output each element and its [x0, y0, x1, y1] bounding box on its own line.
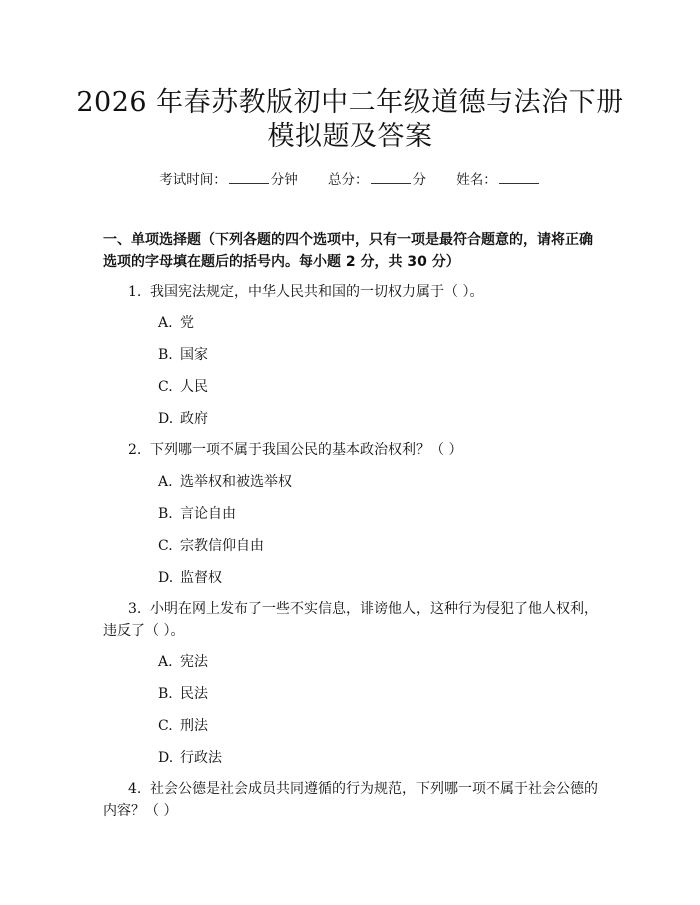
name-label: 姓名：	[456, 172, 497, 188]
option-1d: D. 政府	[158, 411, 208, 427]
option-2c: C. 宗教信仰自由	[158, 538, 264, 554]
question-text-cont: 违反了（ ）。	[103, 623, 185, 639]
name-blank	[499, 171, 539, 184]
question-2	[128, 439, 462, 461]
question-text: 社会公德是社会成员共同遵循的行为规范，下列哪一项不属于社会公德的	[150, 781, 598, 797]
option-3b: B. 民法	[158, 686, 208, 702]
time-label: 考试时间：	[159, 172, 227, 188]
option-1a: A. 党	[158, 315, 194, 331]
option-3d: D. 行政法	[158, 750, 222, 766]
page-title-line1: 2026 年春苏教版初中二年级道德与法治下册	[76, 87, 624, 118]
question-3	[103, 598, 598, 642]
page-title-line2: 模拟题及答案	[267, 121, 433, 152]
question-1	[128, 281, 483, 303]
question-text-cont: 内容？（ ）	[103, 803, 178, 819]
option-3a: A. 宪法	[158, 654, 208, 670]
time-unit: 分钟	[270, 172, 298, 188]
exam-meta	[0, 168, 700, 188]
option-3c: C. 刑法	[158, 718, 208, 734]
question-number: 2.	[128, 442, 142, 458]
question-number: 3.	[128, 601, 142, 617]
question-text: 我国宪法规定，中华人民共和国的一切权力属于（ ）。	[150, 284, 484, 300]
question-number: 1.	[128, 284, 142, 300]
option-1b: B. 国家	[158, 347, 208, 363]
option-1c: C. 人民	[158, 379, 208, 395]
section-heading: 一、单项选择题（下列各题的四个选项中，只有一项是最符合题意的，请将正确选项的字母填在题后的括号内。每小题 2 分，共 30 分）	[103, 232, 593, 270]
question-number: 4.	[128, 781, 142, 797]
time-blank	[229, 171, 269, 184]
option-2a: A. 选举权和被选举权	[158, 474, 292, 490]
score-blank	[371, 171, 411, 184]
score-unit: 分	[412, 172, 426, 188]
option-2d: D. 监督权	[158, 570, 222, 586]
question-text: 下列哪一项不属于我国公民的基本政治权利？（ ）	[150, 442, 463, 458]
option-2b: B. 言论自由	[158, 506, 236, 522]
question-text: 小明在网上发布了一些不实信息，诽谤他人，这种行为侵犯了他人权利，	[150, 601, 598, 617]
question-4	[103, 778, 598, 822]
score-label: 总分：	[328, 172, 369, 188]
